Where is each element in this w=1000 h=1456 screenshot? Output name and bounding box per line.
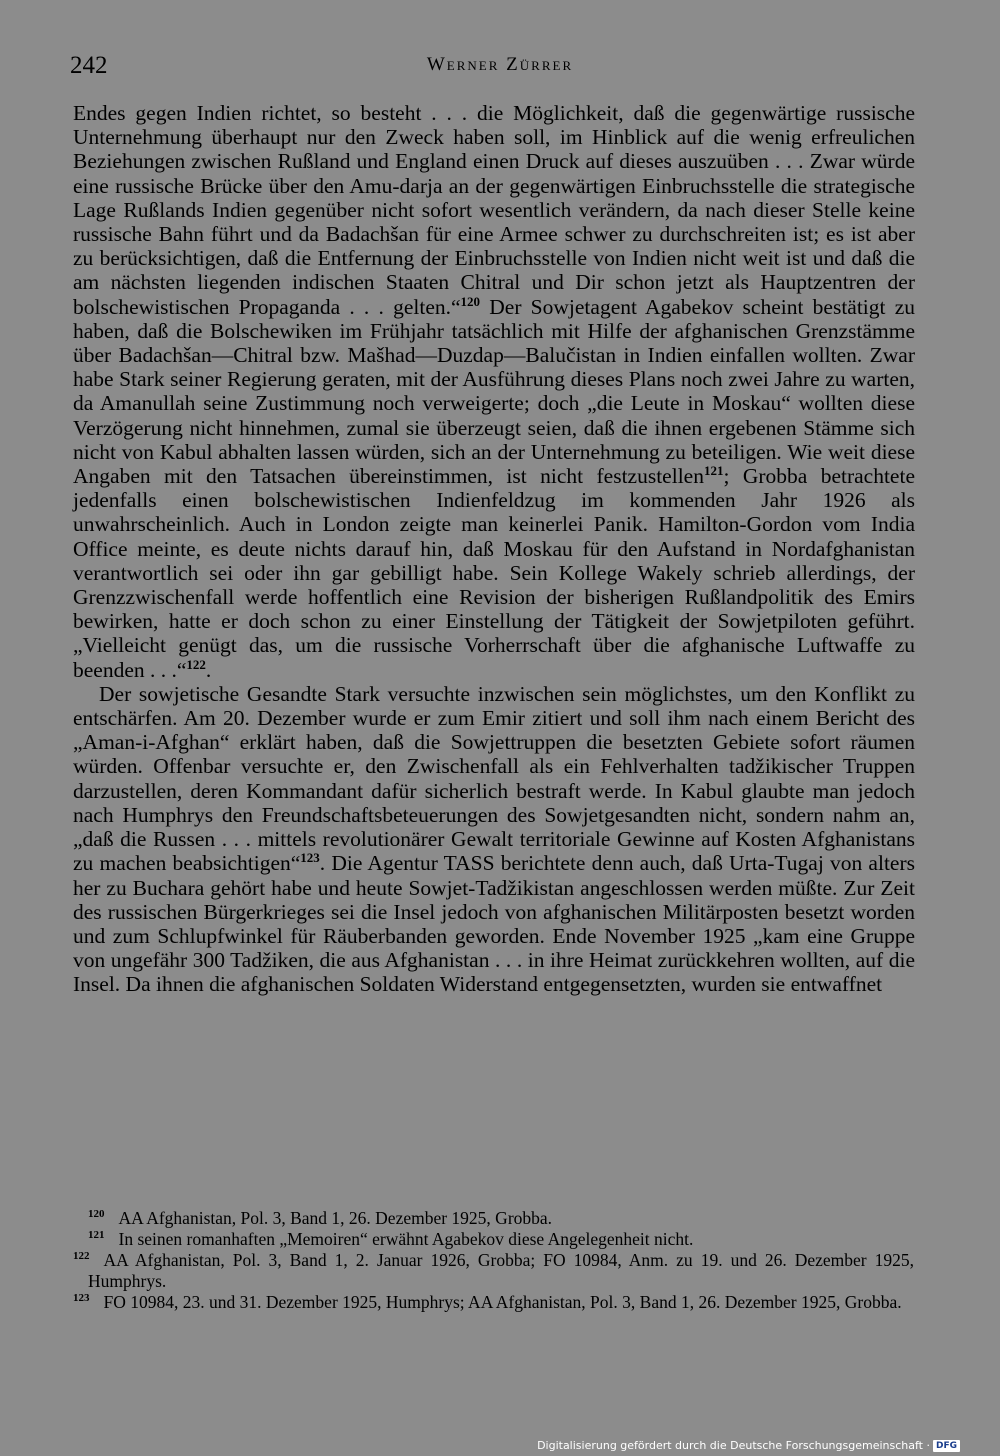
text-segment: Der sowjetische Gesandte Stark versuchte inzwischen sein möglichstes, um den Konflikt zu entschärfen. Am 20. Dezember wurde er zum Emir zitiert und soll ihm nach einem Bericht des „Aman-i-Afghan“ erklärt haben, daß die Sowjettruppen die besetzten Gebiete sofort räumen würden. Offenbar versuchte er, den Zwischenfall als ein Fehlverhalten tadžikischer Truppen darzustellen, deren Kommandant dafür sicherlich bestraft werde. In Kabul glaubte man jedoch nach Humphrys den Freundschaftsbeteuerungen des Sowjetgesandten nicht, sondern nahm an, „daß die Russen . . . mittels revolutionärer Gewalt territoriale Gewinne auf Kosten Afghanistans zu machen beabsichtigen“ (73, 681, 915, 876)
text-segment: . (205, 657, 212, 682)
footnote-text: FO 10984, 23. und 31. Dezember 1925, Humphrys; AA Afghanistan, Pol. 3, Band 1, 26. Dezember 1925, Grobba. (103, 1292, 902, 1312)
footnote-121 (88, 1229, 914, 1250)
footnote-text: AA Afghanistan, Pol. 3, Band 1, 2. Januar 1926, Grobba; FO 10984, Anm. zu 19. und 26. Dezember 1925, Humphrys. (88, 1250, 914, 1291)
dfg-logo-icon: DFG (933, 1440, 960, 1452)
text-segment: Endes gegen Indien richtet, so besteht . . . die Möglichkeit, daß die gegenwärtige russische Unternehmung überhaupt nur den Zweck haben soll, im Hinblick auf die wenig erfreulichen Beziehungen zwischen Rußland und England einen Druck auf dieses auszuüben . . . Zwar würde eine russische Brücke über den Amu-darja an der gegenwärtigen Einbruchsstelle die strategische Lage Rußlands Indien gegenüber nicht sofort wesentlich verändern, da nach dieser Stelle keine russische Bahn führt und da Badachšan für eine Armee schwer zu durchschreiten ist; es ist aber zu berücksichtigen, daß die Entfernung der Einbruchsstelle von Indien nicht weit ist und daß die am nächsten liegenden indischen Staaten Chitral und Dir schon jetzt als Hauptzentren der bolschewistischen Propaganda . . . gelten.“ (73, 101, 915, 319)
footnote-number: 120 (88, 1208, 105, 1221)
digitization-notice (537, 1439, 960, 1452)
footnote-number: 122 (73, 1250, 90, 1263)
footnote-ref-122: 122 (186, 656, 206, 672)
digitization-text: Digitalisierung gefördert durch die Deutsche Forschungsgemeinschaft · (537, 1439, 930, 1452)
footnote-123 (73, 1292, 914, 1313)
footnote-ref-121: 121 (703, 462, 724, 478)
paragraph-1 (73, 101, 915, 682)
footnote-number: 123 (73, 1292, 90, 1305)
text-segment: . Die Agentur TASS berichtete denn auch, daß Urta-Tugaj von alters her zu Buchara gehört habe und heute Sowjet-Tadžikistan angeschlossen werden müßte. Zur Zeit des russischen Bürgerkrieges sei die Insel jedoch von afghanischen Militärposten besetzt worden und zum Schlupfwinkel für Räuberbanden geworden. Ende November 1925 „kam eine Gruppe von ungefähr 300 Tadžiken, die aus Afghanistan . . . in ihre Heimat zurückkehren wollten, auf die Insel. Da ihnen die afghanischen Soldaten Widerstand entgegensetzten, wurden sie entwaffnet (73, 851, 915, 997)
footnote-number: 121 (88, 1229, 105, 1242)
running-head: Werner Zürrer (426, 54, 574, 75)
footnote-122 (73, 1250, 914, 1292)
text-segment: ; Grobba betrachtete jedenfalls einen bolschewistischen Indienfeldzug im kommenden Jahr 1926 als unwahrscheinlich. Auch in London zeigte man keinerlei Panik. Hamilton-Gordon vom India Office meinte, es deute nichts darauf hin, daß Moskau für den Aufstand in Nordafghanistan verantwortlich sei oder ihn gar gebilligt habe. Sein Kollege Wakely schrieb allerdings, der Grenzzwischenfall werde hoffentlich eine Revision der bisherigen Rußlandpolitik des Emirs bewirken, hatte er doch schon zu einer Einstellung der Tätigkeit der Sowjetpiloten geführt. „Vielleicht genügt das, um die russische Vorherrschaft über die afghanische Luftwaffe zu beenden . . .“ (73, 464, 915, 682)
page-number: 242 (70, 52, 108, 79)
footnotes (73, 1208, 914, 1313)
footnote-text: AA Afghanistan, Pol. 3, Band 1, 26. Dezember 1925, Grobba. (118, 1208, 553, 1228)
footnote-ref-123: 123 (300, 850, 320, 866)
footnote-text: In seinen romanhaften „Memoiren“ erwähnt Agabekov diese Angelegenheit nicht. (118, 1229, 694, 1249)
body-text (73, 101, 915, 997)
footnote-ref-120: 120 (460, 293, 481, 309)
text-segment: Der Sowjetagent Agabekov scheint bestätigt zu haben, daß die Bolschewiken im Frühjahr tatsächlich mit Hilfe der afghanischen Grenzstämme über Badachšan—Chitral bzw. Mašhad—Duzdap—Balučistan in Indien einfallen wollten. Zwar habe Stark seiner Regierung geraten, mit der Ausführung dieses Plans noch zwei Jahre zu warten, da Amanullah seine Zustimmung noch verweigerte; doch „die Leute in Moskau“ wollten diese Verzögerung nicht hinnehmen, zumal sie überzeugt seien, daß die ihnen ergebenen Stämme sich nicht von Kabul abhalten lassen würden, sich an der Unternehmung zu beteiligen. Wie weit diese Angaben mit den Tatsachen übereinstimmen, ist nicht festzustellen (73, 294, 915, 489)
footnote-120 (88, 1208, 914, 1229)
paragraph-2 (73, 682, 915, 997)
